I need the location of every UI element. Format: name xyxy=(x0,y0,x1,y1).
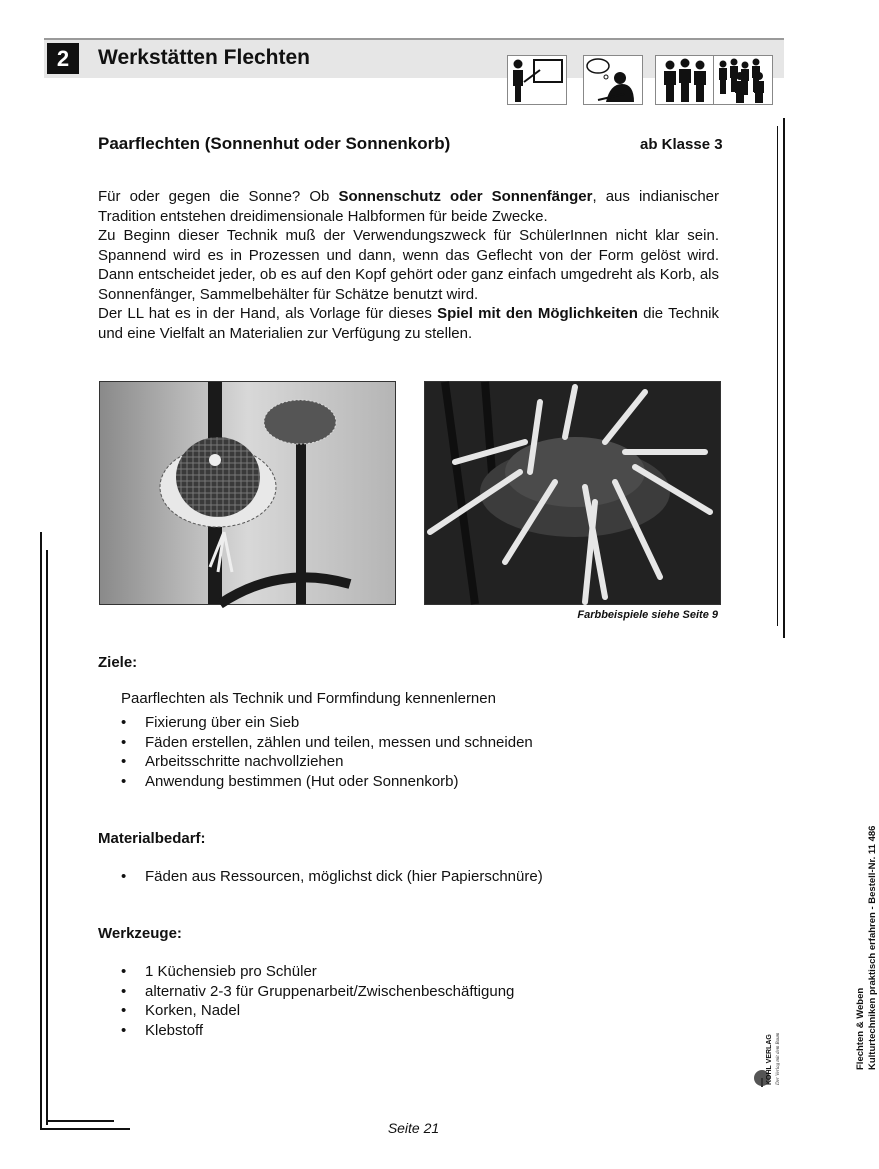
sidebar-book-title: Flechten & Weben xyxy=(855,987,866,1070)
intro-text xyxy=(98,187,719,343)
list-item: • Fixierung über ein Sieb xyxy=(121,713,533,733)
section-title: Paarflechten (Sonnenhut oder Sonnenkorb) xyxy=(98,134,451,153)
list-item: • Klebstoff xyxy=(121,1021,514,1041)
intro-paragraph-1: Für oder gegen die Sonne? Ob Sonnenschutz oder Sonnenfänger, aus indianischer Tradition entstehen dreidimensionale Halbformen für beide Zwecke. xyxy=(98,188,720,225)
grade-label: ab Klasse 3 xyxy=(640,136,723,153)
thinking-person-icon xyxy=(583,55,643,105)
chapter-number: 2 xyxy=(47,43,79,74)
photo-caption: Farbbeispiele siehe Seite 9 xyxy=(577,609,718,621)
werkzeuge-heading: Werkzeuge: xyxy=(98,925,182,942)
sidebar-order-number: Kulturtechniken praktisch erfahren - Bestell-Nr. 11 486 xyxy=(867,825,878,1070)
list-item: • alternativ 2-3 für Gruppenarbeit/Zwischenbeschäftigung xyxy=(121,982,514,1002)
list-item: • Korken, Nadel xyxy=(121,1001,514,1021)
list-item: • Fäden erstellen, zählen und teilen, messen und schneiden xyxy=(121,733,533,753)
svg-text:Der Verlag mit dem Baum: Der Verlag mit dem Baum xyxy=(776,1032,781,1085)
material-list xyxy=(121,867,543,887)
material-heading: Materialbedarf: xyxy=(98,830,206,847)
left-rule-outer xyxy=(40,532,42,1130)
list-item: • Anwendung bestimmen (Hut oder Sonnenkorb) xyxy=(121,772,533,792)
publisher-logo xyxy=(752,1030,792,1088)
ziele-heading: Ziele: xyxy=(98,654,138,671)
list-item: • Arbeitsschritte nachvollziehen xyxy=(121,752,533,772)
large-group-icon xyxy=(713,55,773,105)
ziele-list xyxy=(121,713,533,791)
photo-sun-hat xyxy=(99,381,396,605)
ziele-intro: Paarflechten als Technik und Formfindung kennenlernen xyxy=(121,690,496,707)
group-icon xyxy=(655,55,715,105)
photo-sun-basket xyxy=(424,381,721,605)
intro-paragraph-2: Zu Beginn dieser Technik muß der Verwendungszweck für SchülerInnen nicht klar sein. Spannend wird es in Prozessen und dann, wenn das Geflecht von der Form gelöst wird. Dann entscheidet jeder, ob es auf den Kopf gehört oder ganz einfach umgedreht als Korb, als Sonnenfänger, Sammelbehälter für Schätze benutzt wird. xyxy=(98,227,719,303)
list-item: • Fäden aus Ressourcen, möglichst dick (hier Papierschnüre) xyxy=(121,867,543,887)
intro-paragraph-3: Der LL hat es in der Hand, als Vorlage für dieses Spiel mit den Möglichkeiten die Technik und eine Vielfalt an Materialien zur Verfügung zu stellen. xyxy=(98,305,719,342)
werkzeuge-list xyxy=(121,962,514,1040)
right-rule-outer xyxy=(783,118,785,638)
page-number: Seite 21 xyxy=(387,1120,440,1136)
svg-text:KOHL VERLAG: KOHL VERLAG xyxy=(766,1034,773,1085)
teacher-board-icon xyxy=(507,55,567,105)
left-rule-inner xyxy=(46,550,48,1125)
sidebar-book-info xyxy=(855,710,879,1070)
list-item: • 1 Küchensieb pro Schüler xyxy=(121,962,514,982)
right-rule-inner xyxy=(777,126,778,626)
page-title: Werkstätten Flechten xyxy=(98,46,310,69)
